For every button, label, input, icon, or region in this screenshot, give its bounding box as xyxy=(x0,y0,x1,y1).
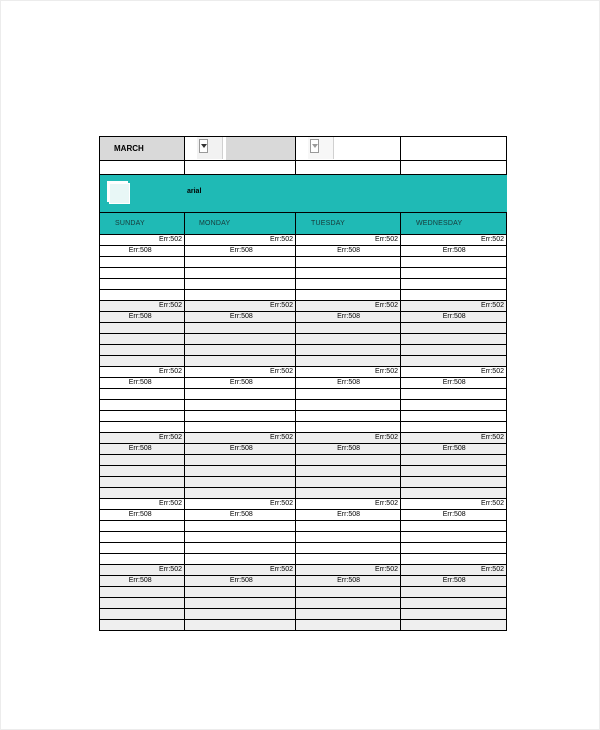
calendar-cell[interactable] xyxy=(184,554,295,564)
calendar-cell[interactable] xyxy=(400,543,506,553)
table-row xyxy=(99,521,507,532)
day-number-cell[interactable]: Err:502 xyxy=(481,434,504,441)
calendar-cell[interactable] xyxy=(295,389,400,399)
calendar-cell[interactable] xyxy=(99,345,184,355)
table-row xyxy=(99,334,507,345)
calendar-cell[interactable] xyxy=(99,466,184,476)
date-value-cell[interactable]: Err:508 xyxy=(442,313,466,320)
calendar-cell[interactable] xyxy=(295,543,400,553)
calendar-weeks xyxy=(99,235,507,631)
calendar-cell[interactable] xyxy=(400,422,506,432)
table-row xyxy=(99,356,507,367)
table-row xyxy=(99,400,507,411)
calendar-cell[interactable] xyxy=(400,268,506,278)
table-row xyxy=(99,532,507,543)
table-row xyxy=(99,301,507,312)
day-number-cell[interactable]: Err:502 xyxy=(375,566,398,573)
table-row xyxy=(99,609,507,620)
day-number-cell[interactable]: Err:502 xyxy=(270,302,293,309)
calendar-cell[interactable] xyxy=(99,521,184,531)
calendar-cell[interactable] xyxy=(184,279,295,289)
calendar-cell[interactable] xyxy=(400,521,506,531)
table-row xyxy=(99,477,507,488)
table-row xyxy=(99,554,507,565)
calendar-cell[interactable] xyxy=(295,411,400,421)
calendar-cell[interactable] xyxy=(295,477,400,487)
table-row xyxy=(99,455,507,466)
day-number-cell[interactable]: Err:502 xyxy=(481,302,504,309)
date-value-cell[interactable]: Err:508 xyxy=(442,511,466,518)
table-row xyxy=(99,389,507,400)
day-number-cell[interactable]: Err:502 xyxy=(270,236,293,243)
calendar-cell[interactable] xyxy=(295,345,400,355)
calendar-cell[interactable] xyxy=(99,609,184,619)
date-value-cell[interactable]: Err:508 xyxy=(337,313,361,320)
calendar-cell[interactable] xyxy=(184,477,295,487)
calendar-cell[interactable] xyxy=(295,587,400,597)
date-value-cell[interactable]: Err:508 xyxy=(128,313,152,320)
day-number-cell[interactable]: Err:502 xyxy=(481,236,504,243)
calendar-cell[interactable] xyxy=(184,598,295,608)
calendar-cell[interactable] xyxy=(400,411,506,421)
calendar-cell[interactable] xyxy=(400,609,506,619)
table-row xyxy=(99,444,507,455)
date-value-cell[interactable]: Err:508 xyxy=(337,379,361,386)
calendar-cell[interactable] xyxy=(99,334,184,344)
calendar-cell[interactable] xyxy=(295,422,400,432)
calendar-cell[interactable] xyxy=(99,389,184,399)
banner-label: arial xyxy=(187,188,202,195)
calendar-cell[interactable] xyxy=(184,488,295,498)
calendar-cell[interactable] xyxy=(99,411,184,421)
calendar-cell[interactable] xyxy=(400,532,506,542)
week-block xyxy=(99,565,507,631)
table-row xyxy=(99,576,507,587)
weekday-wednesday: WEDNESDAY xyxy=(416,220,463,227)
day-number-cell[interactable]: Err:502 xyxy=(481,368,504,375)
date-value-cell[interactable]: Err:508 xyxy=(442,577,466,584)
month-selector-cell xyxy=(226,137,295,160)
calendar-cell[interactable] xyxy=(184,323,295,333)
table-row xyxy=(99,422,507,433)
table-row xyxy=(99,411,507,422)
day-number-cell[interactable]: Err:502 xyxy=(270,434,293,441)
calendar-cell[interactable] xyxy=(400,334,506,344)
calendar-cell[interactable] xyxy=(400,257,506,267)
week-block xyxy=(99,433,507,499)
month-cell[interactable]: MARCH xyxy=(99,137,184,160)
calendar-cell[interactable] xyxy=(184,422,295,432)
calendar-cell[interactable] xyxy=(400,400,506,410)
week-block xyxy=(99,301,507,367)
table-row xyxy=(99,345,507,356)
day-number-cell[interactable]: Err:502 xyxy=(159,566,182,573)
calendar-cell[interactable] xyxy=(184,400,295,410)
date-value-cell[interactable]: Err:508 xyxy=(442,445,466,452)
table-row xyxy=(99,565,507,576)
calendar-cell[interactable] xyxy=(99,488,184,498)
calendar-cell[interactable] xyxy=(295,466,400,476)
calendar-cell[interactable] xyxy=(295,356,400,366)
calendar-cell[interactable] xyxy=(184,268,295,278)
calendar-cell[interactable] xyxy=(99,323,184,333)
date-value-cell[interactable]: Err:508 xyxy=(442,379,466,386)
date-value-cell[interactable]: Err:508 xyxy=(128,445,152,452)
calendar-cell[interactable] xyxy=(400,466,506,476)
calendar-cell[interactable] xyxy=(400,477,506,487)
calendar-cell[interactable] xyxy=(295,268,400,278)
calendar-cell[interactable] xyxy=(295,323,400,333)
calendar-cell[interactable] xyxy=(99,543,184,553)
calendar-cell[interactable] xyxy=(99,356,184,366)
calendar-cell[interactable] xyxy=(295,609,400,619)
calendar-cell[interactable] xyxy=(400,587,506,597)
calendar-cell[interactable] xyxy=(184,411,295,421)
day-number-cell[interactable]: Err:502 xyxy=(375,500,398,507)
calendar-logo-icon xyxy=(107,181,130,204)
weekday-sunday: SUNDAY xyxy=(115,220,145,227)
calendar-cell[interactable] xyxy=(99,455,184,465)
date-value-cell[interactable]: Err:508 xyxy=(229,247,253,254)
calendar-cell[interactable] xyxy=(400,554,506,564)
calendar-sheet xyxy=(99,136,507,631)
day-number-cell[interactable]: Err:502 xyxy=(159,368,182,375)
calendar-cell[interactable] xyxy=(400,345,506,355)
day-number-cell[interactable]: Err:502 xyxy=(375,302,398,309)
calendar-cell[interactable] xyxy=(184,587,295,597)
date-value-cell[interactable]: Err:508 xyxy=(229,379,253,386)
calendar-cell[interactable] xyxy=(295,598,400,608)
calendar-cell[interactable] xyxy=(400,356,506,366)
calendar-cell[interactable] xyxy=(184,345,295,355)
calendar-cell[interactable] xyxy=(99,279,184,289)
calendar-cell[interactable] xyxy=(99,422,184,432)
week-block xyxy=(99,367,507,433)
calendar-cell[interactable] xyxy=(295,257,400,267)
calendar-cell[interactable] xyxy=(295,455,400,465)
calendar-cell[interactable] xyxy=(400,279,506,289)
day-number-cell[interactable]: Err:502 xyxy=(375,434,398,441)
calendar-cell[interactable] xyxy=(99,477,184,487)
table-row xyxy=(99,323,507,334)
calendar-cell[interactable] xyxy=(184,290,295,300)
calendar-cell[interactable] xyxy=(400,455,506,465)
date-value-cell[interactable]: Err:508 xyxy=(229,313,253,320)
table-row xyxy=(99,268,507,279)
calendar-cell[interactable] xyxy=(295,279,400,289)
calendar-cell[interactable] xyxy=(184,620,295,630)
calendar-cell[interactable] xyxy=(184,521,295,531)
table-row xyxy=(99,279,507,290)
table-row xyxy=(99,235,507,246)
table-row xyxy=(99,290,507,301)
calendar-cell[interactable] xyxy=(400,598,506,608)
table-row xyxy=(99,499,507,510)
calendar-cell[interactable] xyxy=(99,532,184,542)
date-value-cell[interactable]: Err:508 xyxy=(337,577,361,584)
calendar-cell[interactable] xyxy=(184,257,295,267)
calendar-cell[interactable] xyxy=(99,400,184,410)
calendar-cell[interactable] xyxy=(400,389,506,399)
calendar-cell[interactable] xyxy=(184,532,295,542)
calendar-cell[interactable] xyxy=(99,598,184,608)
calendar-cell[interactable] xyxy=(184,455,295,465)
date-value-cell[interactable]: Err:508 xyxy=(229,511,253,518)
month-dropdown[interactable] xyxy=(197,137,223,159)
table-row xyxy=(99,543,507,554)
blank-header-row xyxy=(99,161,507,175)
day-number-cell[interactable]: Err:502 xyxy=(481,500,504,507)
calendar-cell[interactable] xyxy=(295,488,400,498)
calendar-cell[interactable] xyxy=(400,323,506,333)
date-value-cell[interactable]: Err:508 xyxy=(229,445,253,452)
day-number-cell[interactable]: Err:502 xyxy=(159,302,182,309)
calendar-cell[interactable] xyxy=(184,389,295,399)
calendar-cell[interactable] xyxy=(99,268,184,278)
calendar-cell[interactable] xyxy=(184,543,295,553)
weekday-header-row xyxy=(99,213,507,235)
table-row xyxy=(99,367,507,378)
date-value-cell[interactable]: Err:508 xyxy=(337,511,361,518)
calendar-cell[interactable] xyxy=(295,554,400,564)
calendar-cell[interactable] xyxy=(99,620,184,630)
table-row xyxy=(99,466,507,477)
calendar-cell[interactable] xyxy=(295,521,400,531)
weekday-monday: MONDAY xyxy=(199,220,231,227)
calendar-cell[interactable] xyxy=(99,290,184,300)
dropdown-arrow-icon[interactable] xyxy=(310,139,319,153)
table-row xyxy=(99,510,507,521)
date-value-cell[interactable]: Err:508 xyxy=(128,247,152,254)
calendar-banner xyxy=(99,175,507,213)
table-row xyxy=(99,257,507,268)
week-block xyxy=(99,235,507,301)
weekday-tuesday: TUESDAY xyxy=(311,220,345,227)
calendar-cell[interactable] xyxy=(295,334,400,344)
calendar-cell[interactable] xyxy=(184,466,295,476)
calendar-cell[interactable] xyxy=(184,609,295,619)
calendar-cell[interactable] xyxy=(400,290,506,300)
date-value-cell[interactable]: Err:508 xyxy=(128,379,152,386)
month-header-row xyxy=(99,136,507,161)
day-number-cell[interactable]: Err:502 xyxy=(270,368,293,375)
year-dropdown[interactable] xyxy=(308,137,334,159)
table-row xyxy=(99,620,507,631)
day-number-cell[interactable]: Err:502 xyxy=(270,566,293,573)
day-number-cell[interactable]: Err:502 xyxy=(159,434,182,441)
calendar-cell[interactable] xyxy=(400,620,506,630)
day-number-cell[interactable]: Err:502 xyxy=(375,368,398,375)
calendar-cell[interactable] xyxy=(99,587,184,597)
day-number-cell[interactable]: Err:502 xyxy=(375,236,398,243)
calendar-cell[interactable] xyxy=(99,257,184,267)
date-value-cell[interactable]: Err:508 xyxy=(128,577,152,584)
table-row xyxy=(99,433,507,444)
calendar-cell[interactable] xyxy=(184,334,295,344)
table-row xyxy=(99,598,507,609)
calendar-cell[interactable] xyxy=(295,620,400,630)
table-row xyxy=(99,587,507,598)
day-number-cell[interactable]: Err:502 xyxy=(159,236,182,243)
table-row xyxy=(99,246,507,257)
date-value-cell[interactable]: Err:508 xyxy=(128,511,152,518)
date-value-cell[interactable]: Err:508 xyxy=(337,247,361,254)
calendar-cell[interactable] xyxy=(99,554,184,564)
calendar-cell[interactable] xyxy=(400,488,506,498)
calendar-cell[interactable] xyxy=(295,532,400,542)
day-number-cell[interactable]: Err:502 xyxy=(270,500,293,507)
date-value-cell[interactable]: Err:508 xyxy=(442,247,466,254)
calendar-cell[interactable] xyxy=(295,290,400,300)
table-row xyxy=(99,312,507,323)
calendar-cell[interactable] xyxy=(184,356,295,366)
date-value-cell[interactable]: Err:508 xyxy=(229,577,253,584)
week-block xyxy=(99,499,507,565)
table-row xyxy=(99,378,507,389)
table-row xyxy=(99,488,507,499)
dropdown-arrow-icon[interactable] xyxy=(199,139,208,153)
date-value-cell[interactable]: Err:508 xyxy=(337,445,361,452)
calendar-cell[interactable] xyxy=(295,400,400,410)
document-page xyxy=(1,1,599,729)
day-number-cell[interactable]: Err:502 xyxy=(159,500,182,507)
day-number-cell[interactable]: Err:502 xyxy=(481,566,504,573)
